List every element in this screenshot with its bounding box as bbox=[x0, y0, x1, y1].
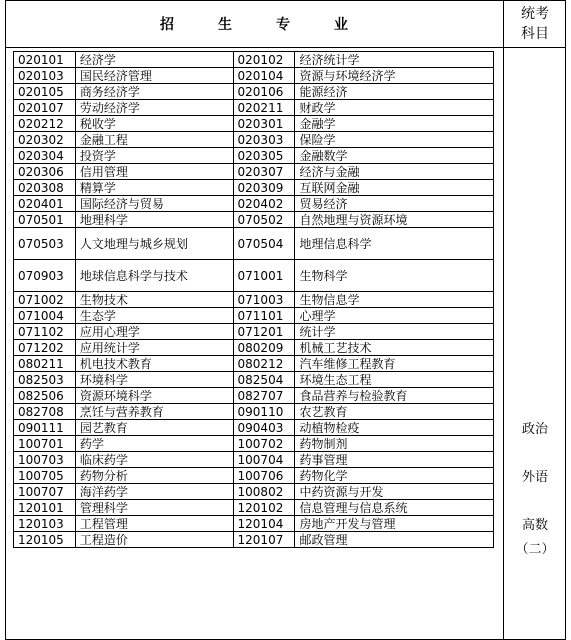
major-code: 100802 bbox=[233, 484, 295, 500]
table-row bbox=[14, 420, 494, 436]
table-row bbox=[14, 68, 494, 84]
major-name: 资源与环境经济学 bbox=[295, 68, 494, 84]
major-name: 动植物检疫 bbox=[295, 420, 494, 436]
major-name: 税收学 bbox=[75, 116, 233, 132]
major-code: 020305 bbox=[233, 148, 295, 164]
major-name: 财政学 bbox=[295, 100, 494, 116]
table-row bbox=[14, 292, 494, 308]
major-code: 080212 bbox=[233, 356, 295, 372]
table-row bbox=[14, 100, 494, 116]
major-name: 农艺教育 bbox=[295, 404, 494, 420]
major-name: 精算学 bbox=[75, 180, 233, 196]
table-row bbox=[14, 180, 494, 196]
major-code: 090110 bbox=[233, 404, 295, 420]
table-row bbox=[14, 452, 494, 468]
major-code: 020303 bbox=[233, 132, 295, 148]
major-code: 120103 bbox=[14, 516, 76, 532]
major-name: 保险学 bbox=[295, 132, 494, 148]
major-name: 药学 bbox=[75, 436, 233, 452]
major-code: 071202 bbox=[14, 340, 76, 356]
major-name: 药物分析 bbox=[75, 468, 233, 484]
header-char: 生 bbox=[218, 16, 232, 33]
major-code: 082708 bbox=[14, 404, 76, 420]
major-name: 房地产开发与管理 bbox=[295, 516, 494, 532]
major-code: 100707 bbox=[14, 484, 76, 500]
major-table bbox=[13, 51, 494, 548]
table-row bbox=[14, 500, 494, 516]
major-name: 环境科学 bbox=[75, 372, 233, 388]
major-code: 020106 bbox=[233, 84, 295, 100]
major-code: 120102 bbox=[233, 500, 295, 516]
major-name: 经济统计学 bbox=[295, 52, 494, 68]
major-name: 工程造价 bbox=[75, 532, 233, 548]
major-code: 080211 bbox=[14, 356, 76, 372]
major-code: 100704 bbox=[233, 452, 295, 468]
subject-advanced-math: 高数 bbox=[521, 518, 548, 533]
major-code: 120105 bbox=[14, 532, 76, 548]
major-name: 临床药学 bbox=[75, 452, 233, 468]
table-row bbox=[14, 484, 494, 500]
major-code: 082707 bbox=[233, 388, 295, 404]
major-code: 090111 bbox=[14, 420, 76, 436]
table-row bbox=[14, 388, 494, 404]
major-code: 020304 bbox=[14, 148, 76, 164]
major-code: 071201 bbox=[233, 324, 295, 340]
major-code: 020211 bbox=[233, 100, 295, 116]
major-name: 生物科学 bbox=[295, 260, 494, 292]
exam-subjects-column bbox=[504, 48, 566, 623]
major-name: 地理科学 bbox=[75, 212, 233, 228]
table-row bbox=[14, 52, 494, 68]
major-code: 082504 bbox=[233, 372, 295, 388]
major-code: 100701 bbox=[14, 436, 76, 452]
major-name: 药物制剂 bbox=[295, 436, 494, 452]
subject-foreign-language: 外语 bbox=[521, 470, 548, 485]
table-row bbox=[14, 212, 494, 228]
major-name: 生物信息学 bbox=[295, 292, 494, 308]
major-code: 080209 bbox=[233, 340, 295, 356]
table-row bbox=[14, 468, 494, 484]
major-code: 070501 bbox=[14, 212, 76, 228]
major-code: 070504 bbox=[233, 228, 295, 260]
major-code: 020212 bbox=[14, 116, 76, 132]
major-code: 071001 bbox=[233, 260, 295, 292]
major-name: 汽车维修工程教育 bbox=[295, 356, 494, 372]
major-code: 020302 bbox=[14, 132, 76, 148]
major-name: 园艺教育 bbox=[75, 420, 233, 436]
major-name: 海洋药学 bbox=[75, 484, 233, 500]
table-row bbox=[14, 228, 494, 260]
major-code: 020104 bbox=[233, 68, 295, 84]
major-name: 心理学 bbox=[295, 308, 494, 324]
table-row bbox=[14, 436, 494, 452]
major-name: 劳动经济学 bbox=[75, 100, 233, 116]
exam-subjects-header bbox=[504, 4, 566, 44]
major-name: 统计学 bbox=[295, 324, 494, 340]
major-name: 金融工程 bbox=[75, 132, 233, 148]
major-name: 生物技术 bbox=[75, 292, 233, 308]
major-code: 070502 bbox=[233, 212, 295, 228]
major-code: 120107 bbox=[233, 532, 295, 548]
major-name: 经济与金融 bbox=[295, 164, 494, 180]
major-code: 071102 bbox=[14, 324, 76, 340]
header-char: 招 bbox=[160, 16, 174, 33]
exam-subjects-header-line2: 科目 bbox=[521, 26, 549, 42]
table-row bbox=[14, 516, 494, 532]
major-name: 资源环境科学 bbox=[75, 388, 233, 404]
major-name: 环境生态工程 bbox=[295, 372, 494, 388]
major-code: 100703 bbox=[14, 452, 76, 468]
major-name: 金融学 bbox=[295, 116, 494, 132]
major-name: 国际经济与贸易 bbox=[75, 196, 233, 212]
major-code: 070503 bbox=[14, 228, 76, 260]
table-row bbox=[14, 164, 494, 180]
major-code: 020309 bbox=[233, 180, 295, 196]
major-name: 人文地理与城乡规划 bbox=[75, 228, 233, 260]
major-name: 金融数学 bbox=[295, 148, 494, 164]
exam-subjects-header-line1: 统考 bbox=[521, 6, 549, 22]
table-row bbox=[14, 404, 494, 420]
table-row bbox=[14, 340, 494, 356]
major-name: 信用管理 bbox=[75, 164, 233, 180]
table-row bbox=[14, 132, 494, 148]
major-code: 100702 bbox=[233, 436, 295, 452]
major-name: 互联网金融 bbox=[295, 180, 494, 196]
major-code: 090403 bbox=[233, 420, 295, 436]
table-row bbox=[14, 84, 494, 100]
major-code: 100706 bbox=[233, 468, 295, 484]
major-name: 药事管理 bbox=[295, 452, 494, 468]
major-code: 020307 bbox=[233, 164, 295, 180]
major-code: 020107 bbox=[14, 100, 76, 116]
major-code: 020101 bbox=[14, 52, 76, 68]
major-name: 机械工艺技术 bbox=[295, 340, 494, 356]
major-name: 国民经济管理 bbox=[75, 68, 233, 84]
table-row bbox=[14, 308, 494, 324]
major-code: 071101 bbox=[233, 308, 295, 324]
major-code: 071003 bbox=[233, 292, 295, 308]
table-row bbox=[14, 148, 494, 164]
major-name: 贸易经济 bbox=[295, 196, 494, 212]
major-name: 投资学 bbox=[75, 148, 233, 164]
major-name: 自然地理与资源环境 bbox=[295, 212, 494, 228]
major-name: 商务经济学 bbox=[75, 84, 233, 100]
major-name: 工程管理 bbox=[75, 516, 233, 532]
header-divider bbox=[5, 47, 566, 48]
major-code: 100705 bbox=[14, 468, 76, 484]
major-code: 071002 bbox=[14, 292, 76, 308]
table-row bbox=[14, 260, 494, 292]
subject-politics: 政治 bbox=[521, 422, 548, 437]
major-code: 020306 bbox=[14, 164, 76, 180]
major-name: 中药资源与开发 bbox=[295, 484, 494, 500]
major-code: 020103 bbox=[14, 68, 76, 84]
major-code: 020105 bbox=[14, 84, 76, 100]
major-name: 机电技术教育 bbox=[75, 356, 233, 372]
major-name: 应用心理学 bbox=[75, 324, 233, 340]
major-code: 120104 bbox=[233, 516, 295, 532]
table-row bbox=[14, 372, 494, 388]
major-name: 经济学 bbox=[75, 52, 233, 68]
major-name: 药物化学 bbox=[295, 468, 494, 484]
major-code: 071004 bbox=[14, 308, 76, 324]
major-code: 020308 bbox=[14, 180, 76, 196]
table-row bbox=[14, 116, 494, 132]
major-code: 020102 bbox=[233, 52, 295, 68]
table-row bbox=[14, 196, 494, 212]
table-row bbox=[14, 324, 494, 340]
major-name: 能源经济 bbox=[295, 84, 494, 100]
major-code: 020401 bbox=[14, 196, 76, 212]
major-name: 地球信息科学与技术 bbox=[75, 260, 233, 292]
major-name: 管理科学 bbox=[75, 500, 233, 516]
table-row bbox=[14, 532, 494, 548]
major-code: 082503 bbox=[14, 372, 76, 388]
subject-advanced-math-level: （二） bbox=[515, 542, 555, 557]
header-char: 专 bbox=[276, 16, 290, 33]
table-row bbox=[14, 356, 494, 372]
enrollment-major-header bbox=[5, 0, 503, 47]
major-name: 地理信息科学 bbox=[295, 228, 494, 260]
major-code: 120101 bbox=[14, 500, 76, 516]
major-code: 070903 bbox=[14, 260, 76, 292]
major-name: 邮政管理 bbox=[295, 532, 494, 548]
header-char: 业 bbox=[334, 16, 348, 33]
major-name: 食品营养与检验教育 bbox=[295, 388, 494, 404]
major-code: 020402 bbox=[233, 196, 295, 212]
major-name: 信息管理与信息系统 bbox=[295, 500, 494, 516]
major-code: 020301 bbox=[233, 116, 295, 132]
major-name: 应用统计学 bbox=[75, 340, 233, 356]
major-code: 082506 bbox=[14, 388, 76, 404]
major-name: 烹饪与营养教育 bbox=[75, 404, 233, 420]
major-name: 生态学 bbox=[75, 308, 233, 324]
